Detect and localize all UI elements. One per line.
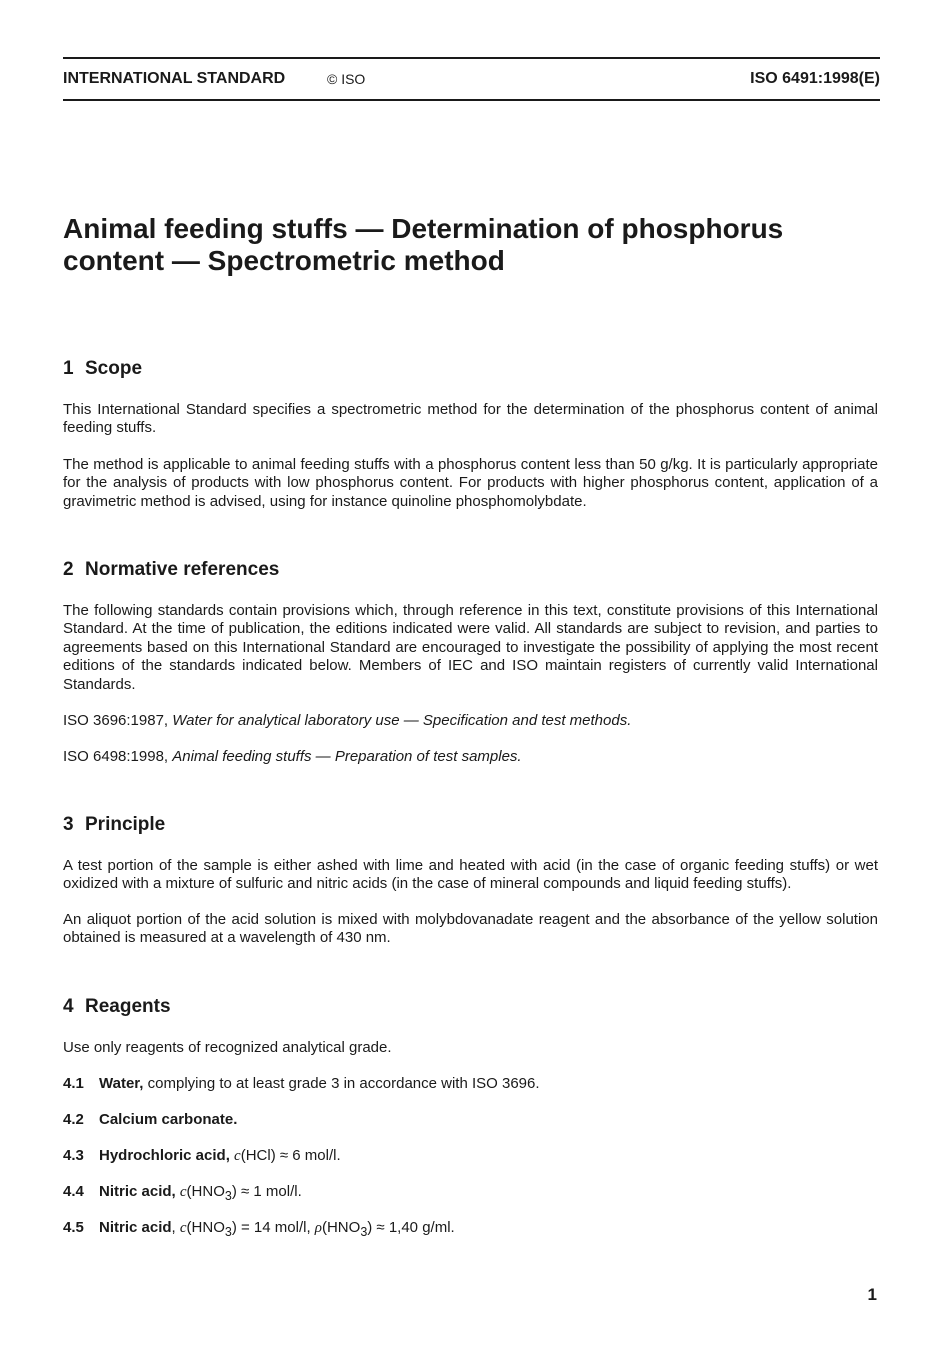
principle-paragraph-1: A test portion of the sample is either ashed with lime and heated with acid (in the case of organic feeding stuffs) or wet oxidized with a mixture of sulfuric and nitric acids (in the case of mineral compounds and liquid feeding stuffs).	[63, 857, 878, 893]
reagent-item-calcium-carbonate: 4.2 Calcium carbonate.	[63, 1111, 238, 1128]
header-top-rule	[63, 57, 880, 59]
header-document-number: ISO 6491:1998(E)	[750, 70, 880, 87]
page-number: 1	[867, 1285, 877, 1304]
section-heading-principle: 3 Principle	[63, 814, 166, 835]
reagent-item-nitric-acid-14m: 4.5 Nitric acid, $c(HNO_3) = 14$ mol/l, $\rho(HNO_3) \approx 1,40$ g/ml.	[63, 1219, 455, 1239]
scope-paragraph-1: This International Standard specifies a spectrometric method for the determination of the phosphorus content of animal feeding stuffs.	[63, 401, 878, 437]
header-standard-type: INTERNATIONAL STANDARD	[63, 70, 286, 87]
section-heading-scope: 1 Scope	[63, 358, 143, 379]
reagent-item-hydrochloric-acid: 4.3 Hydrochloric acid, c(HCl) ≈ 6 mol/l.	[63, 1147, 341, 1164]
header-copyright: © ISO	[327, 71, 366, 87]
header-bottom-rule	[63, 99, 880, 101]
section-heading-reagents: 4 Reagents	[63, 996, 171, 1017]
page-header	[63, 68, 880, 92]
section-heading-normative-references: 2 Normative references	[63, 559, 280, 580]
scope-paragraph-2: The method is applicable to animal feeding stuffs with a phosphorus content less than 50 g/kg. It is particularly appropriate for the analysis of products with low phosphorus content. For products with higher phosphorus content, application of a gravimetric method is advised, using for instance quinoline phosphomolybdate.	[63, 456, 878, 510]
reagent-item-water: 4.1 Water, complying to at least grade 3 in accordance with ISO 3696.	[63, 1075, 540, 1092]
reagents-intro: Use only reagents of recognized analytical grade.	[63, 1039, 392, 1056]
normative-references-paragraph: The following standards contain provisions which, through reference in this text, constitute provisions of this International Standard. At the time of publication, the editions indicated were valid. All standards are subject to revision, and parties to agreements based on this International Standard are encouraged to investigate the possibility of applying the most recent editions of the standards indicated below. Members of IEC and ISO maintain registers of currently valid International Standards.	[63, 602, 878, 693]
reference-iso-3696: ISO 3696:1987, Water for analytical laboratory use — Specification and test methods.	[63, 712, 632, 729]
principle-paragraph-2: An aliquot portion of the acid solution is mixed with molybdovanadate reagent and the absorbance of the yellow solution obtained is measured at a wavelength of 430 nm.	[63, 911, 878, 947]
document-title: Animal feeding stuffs — Determination of phosphorus content — Spectrometric method	[63, 213, 784, 276]
reference-iso-6498: ISO 6498:1998, Animal feeding stuffs — Preparation of test samples.	[63, 748, 522, 765]
reagent-item-nitric-acid-1m: 4.4 Nitric acid, $c(HNO_3) \approx 1$ mol/l.	[63, 1183, 302, 1203]
